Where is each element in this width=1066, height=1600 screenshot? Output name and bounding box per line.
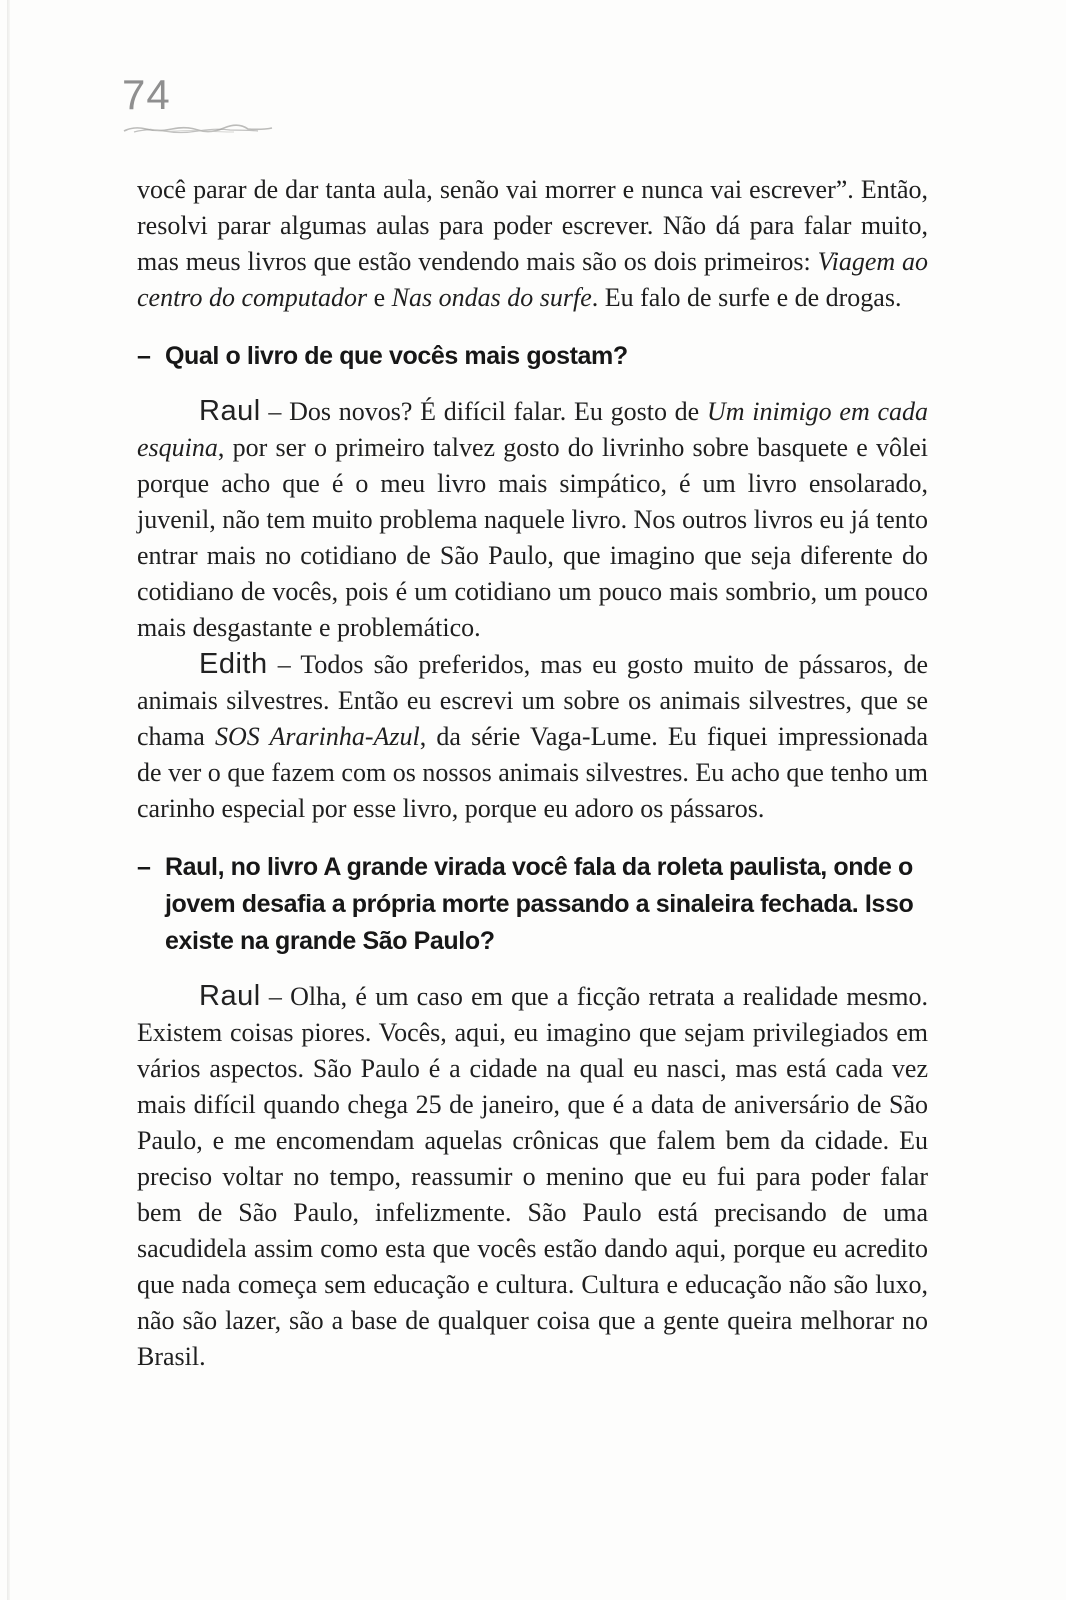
page-header [122, 71, 928, 136]
interviewer-question-2 [137, 849, 928, 960]
interview-text [137, 172, 928, 1375]
answer-raul-2: Raul – Olha, é um caso em que a ficção retrata a realidade mesmo. Existem coisas piores. Vocês, aqui, eu imagino que sejam privilegiados em vários aspectos. São Paulo é a cidade na qual eu nasci, mas está cada vez mais difícil quando chega 25 de janeiro, que é a data de aniversário de São Paulo, e me encomendam aquelas crônicas que falem bem da cidade. Eu preciso voltar no tempo, reassumir o menino que eu fui para poder falar bem de São Paulo, infelizmente. São Paulo está precisando de uma sacudidela assim como esta que vocês estão dando aqui, porque eu acredito que nada começa sem educação e cultura. Cultura e educação não são luxo, não são lazer, são a base de qualquer coisa que a gente queira melhorar no Brasil. [137, 980, 928, 1371]
paragraph-continuation: você parar de dar tanta aula, senão vai morrer e nunca vai escrever”. Então, resolvi parar algumas aulas para poder escrever. Não dá para falar muito, mas meus livros que estão vendendo mais são os dois primeiros: Viagem ao centro do computador e Nas ondas do surfe. Eu falo de surfe e de drogas. [137, 175, 928, 312]
answer-raul-1: Raul – Dos novos? É difícil falar. Eu gosto de Um inimigo em cada esquina, por ser o primeiro talvez gosto do livrinho sobre basquete e vôlei porque acho que é o meu livro mais simpático, é um livro ensolarado, juvenil, não tem muito problema naquele livro. Nos outros livros eu já tento entrar mais no cotidiano de São Paulo, que imagino que seja diferente do cotidiano de vocês, pois é um cotidiano um pouco mais sombrio, um pouco mais desgastante e problemático. [137, 395, 929, 642]
question-text: Raul, no livro A grande virada você fala da roleta paulista, onde o jovem desafia a própria morte passando a sinaleira fechada. Isso existe na grande São Paulo? [165, 853, 914, 955]
question-dash: – [137, 342, 151, 370]
answer-edith: Edith – Todos são preferidos, mas eu gosto muito de pássaros, de animais silvestres. Então eu escrevi um sobre os animais silvestres, que se chama SOS Ararinha-Azul, da série Vaga-Lume. Eu fiquei impressionada de ver o que fazem com os nossos animais silvestres. Eu acho que tenho um carinho especial por esse livro, porque eu adoro os pássaros. [137, 648, 928, 823]
question-text: Qual o livro de que vocês mais gostam? [165, 342, 628, 370]
page-number: 74 [122, 71, 171, 118]
interviewer-question-1 [137, 338, 928, 375]
squiggle-underline-icon [120, 120, 300, 136]
question-dash: – [137, 853, 151, 881]
